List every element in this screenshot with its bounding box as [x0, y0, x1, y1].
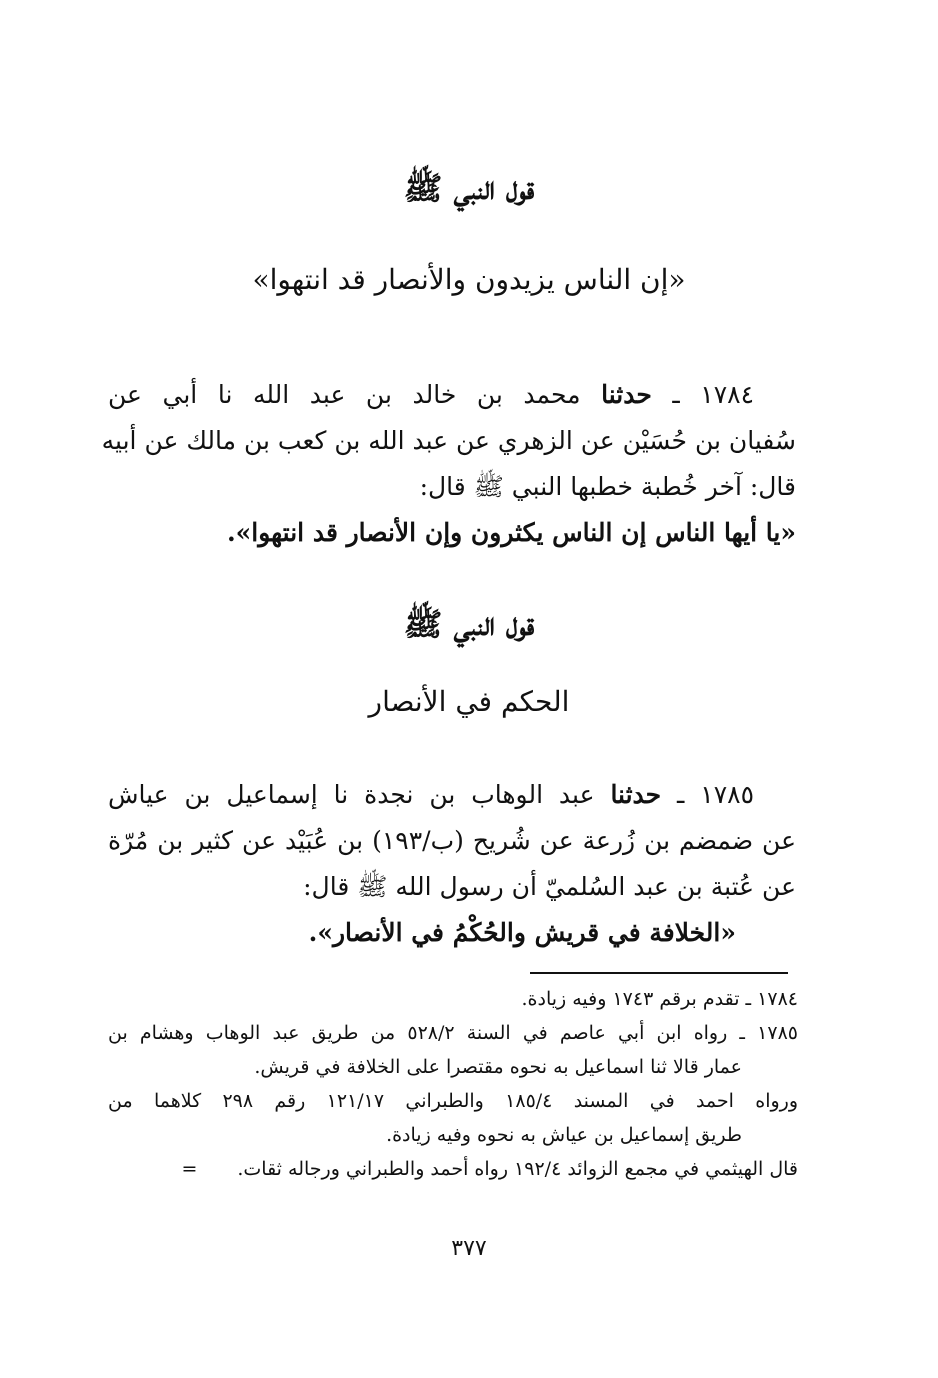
hadith-1784-line-1-text: محمد بن خالد بن عبد الله نا أبي عن: [108, 380, 581, 409]
footnote-haythami: قال الهيثمي في مجمع الزوائد ١٩٢/٤ رواه أحمد والطبراني ورجاله ثقات.: [237, 1158, 798, 1180]
hadith-1784-number: ١٧٨٤ ـ: [672, 380, 755, 409]
hadith-1785-matn: «الخلافة في قريش والحُكْمُ في الأنصار».: [308, 918, 736, 947]
footnote-1785-line-3: ورواه احمد في المسند ١٨٥/٤ والطبراني ١٢١/١٧ رقم ٢٩٨ كلاهما من: [108, 1090, 799, 1112]
footnote-1785-line-5: [108, 1152, 798, 1186]
section-2-subheading: الحكم في الأنصار: [368, 685, 570, 718]
hadith-1784-lead: حدثنا: [601, 380, 652, 409]
hadith-1785: [108, 772, 796, 956]
hadith-1785-line-1-text: عبد الوهاب بن نجدة نا إسماعيل بن عياش: [108, 780, 595, 809]
hadith-1785-line-2: عن ضمضم بن زُرعة عن شُريح (ب/١٩٣) بن عُبَيْد عن كثير بن مُرّة: [108, 826, 796, 855]
hadith-1785-line-3: عن عُتبة بن عبد السُلميّ أن رسول الله ﷺ قال:: [303, 872, 796, 901]
hadith-1785-number: ١٧٨٥ ـ: [677, 780, 754, 809]
footnote-1785-line-4: طريق إسماعيل بن عياش به نحوه وفيه زيادة.: [386, 1124, 742, 1146]
hadith-1784-line-3: قال: آخر خُطبة خطبها النبي ﷺ قال:: [419, 472, 796, 501]
hadith-1785-line-1: [108, 772, 796, 818]
section-2-heading: قول النبي ﷺ: [403, 605, 535, 643]
footnote-1785-line-1: ١٧٨٥ ـ رواه ابن أبي عاصم في السنة ٥٢٨/٢ من طريق عبد الوهاب وهشام بن: [108, 1022, 798, 1044]
section-1-subheading: «إن الناس يزيدون والأنصار قد انتهوا»: [252, 263, 686, 296]
footnote-separator: [530, 972, 788, 974]
page-number: ٣٧٧: [451, 1236, 487, 1261]
hadith-1784: [101, 372, 796, 556]
footnotes: [108, 982, 798, 1186]
continuation-mark: =: [181, 1158, 198, 1180]
hadith-1784-line-1: [108, 372, 796, 418]
hadith-1784-matn: «يا أيها الناس إن الناس يكثرون وإن الأنصار قد انتهوا».: [226, 518, 796, 547]
hadith-1784-line-2: سُفيان بن حُسَيْن عن الزهري عن عبد الله بن كعب بن مالك عن أبيه: [101, 426, 796, 455]
hadith-1785-lead: حدثنا: [610, 780, 662, 809]
footnote-1785-line-2: عمار قالا ثنا اسماعيل به نحوه مقتصرا على الخلافة في قريش.: [254, 1056, 742, 1078]
section-1-heading: قول النبي ﷺ: [403, 169, 535, 207]
footnote-1784: ١٧٨٤ ـ تقدم برقم ١٧٤٣ وفيه زيادة.: [521, 988, 798, 1010]
